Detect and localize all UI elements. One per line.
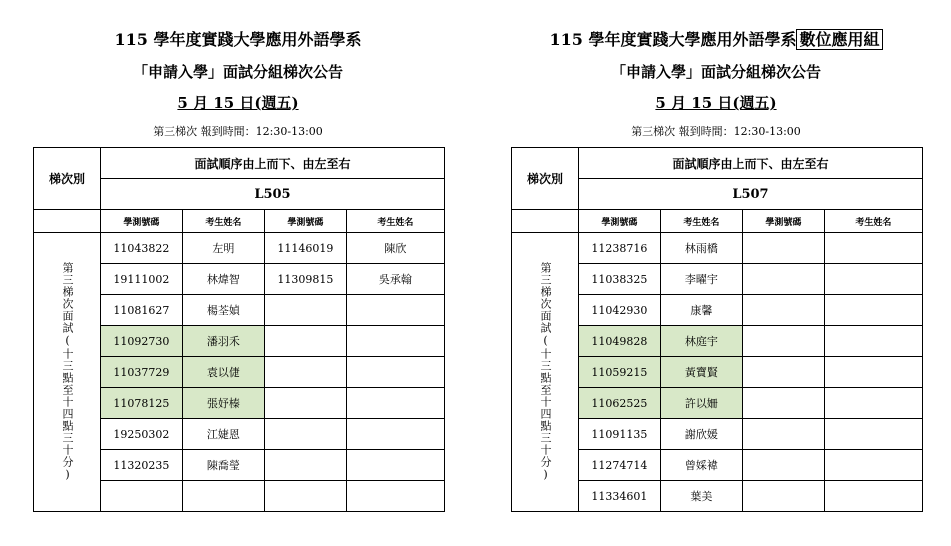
student-name-cell: [346, 357, 444, 388]
student-id-cell: 11334601: [578, 481, 660, 512]
student-id-cell: [742, 419, 824, 450]
student-name-cell: 林雨橋: [660, 233, 742, 264]
student-id-cell: 19111002: [100, 264, 182, 295]
student-id-cell: 11059215: [578, 357, 660, 388]
student-name-cell: 許以姍: [660, 388, 742, 419]
student-name-cell: 葉美: [660, 481, 742, 512]
student-id-cell: [264, 450, 346, 481]
student-id-cell: [264, 419, 346, 450]
col-header-id-1: 學測號碼: [100, 210, 182, 233]
order-note: 面試順序由上而下、由左至右: [100, 148, 444, 179]
student-name-cell: [346, 481, 444, 512]
date-line: [511, 93, 921, 113]
student-id-cell: 11043822: [100, 233, 182, 264]
blank-header: [512, 210, 579, 233]
student-name-cell: 袁以倢: [182, 357, 264, 388]
student-name-cell: 李曜宇: [660, 264, 742, 295]
student-name-cell: [346, 450, 444, 481]
student-id-cell: [742, 388, 824, 419]
student-id-cell: [742, 233, 824, 264]
student-id-cell: 11146019: [264, 233, 346, 264]
student-name-cell: [182, 481, 264, 512]
student-id-cell: 19250302: [100, 419, 182, 450]
student-id-cell: [742, 326, 824, 357]
student-name-cell: 江婕恩: [182, 419, 264, 450]
student-id-cell: 11320235: [100, 450, 182, 481]
student-id-cell: [264, 388, 346, 419]
student-name-cell: [824, 264, 922, 295]
student-id-cell: [742, 264, 824, 295]
col-header-id-2: 學測號碼: [264, 210, 346, 233]
student-name-cell: 林庭宇: [660, 326, 742, 357]
student-id-cell: 11049828: [578, 326, 660, 357]
student-id-cell: 11042930: [578, 295, 660, 326]
student-id-cell: [742, 450, 824, 481]
student-name-cell: 康馨: [660, 295, 742, 326]
student-name-cell: [824, 388, 922, 419]
student-name-cell: 吳承翰: [346, 264, 444, 295]
student-name-cell: [346, 326, 444, 357]
tier-header: 梯次別: [34, 148, 101, 210]
tier-header: 梯次別: [512, 148, 579, 210]
student-name-cell: [346, 388, 444, 419]
student-id-cell: 11274714: [578, 450, 660, 481]
col-header-name-2: 考生姓名: [346, 210, 444, 233]
col-header-name-1: 考生姓名: [182, 210, 264, 233]
session-side-text: 第三梯次面試(十三點至十四點三十分): [60, 262, 74, 482]
student-id-cell: [264, 481, 346, 512]
col-header-id-2: 學測號碼: [742, 210, 824, 233]
table-row: [34, 233, 445, 264]
student-id-cell: [742, 295, 824, 326]
student-name-cell: 潘羽禾: [182, 326, 264, 357]
student-name-cell: 林煒智: [182, 264, 264, 295]
student-name-cell: [824, 481, 922, 512]
date-text: 5 月 15 日(週五): [655, 94, 777, 112]
student-id-cell: [742, 481, 824, 512]
blank-header: [34, 210, 101, 233]
student-name-cell: 謝欣媛: [660, 419, 742, 450]
student-id-cell: 11238716: [578, 233, 660, 264]
student-name-cell: [824, 326, 922, 357]
title-line-1: 115 學年度實踐大學應用外語學系: [114, 30, 362, 49]
session-side-label: [34, 233, 101, 512]
student-id-cell: [264, 357, 346, 388]
student-id-cell: [264, 295, 346, 326]
schedule-table-left: [33, 147, 445, 512]
room-label: L507: [578, 179, 922, 210]
student-name-cell: [824, 419, 922, 450]
student-id-cell: [264, 326, 346, 357]
schedule-table-right: [511, 147, 923, 512]
student-id-cell: 11038325: [578, 264, 660, 295]
student-id-cell: 11062525: [578, 388, 660, 419]
table-row: [512, 233, 923, 264]
student-name-cell: [824, 233, 922, 264]
student-id-cell: 11092730: [100, 326, 182, 357]
student-id-cell: 11091135: [578, 419, 660, 450]
title-line-2: 「申請入學」面試分組梯次公告: [132, 63, 343, 81]
session-side-label: [512, 233, 579, 512]
student-name-cell: [824, 295, 922, 326]
student-name-cell: [824, 357, 922, 388]
student-id-cell: 11081627: [100, 295, 182, 326]
col-header-name-2: 考生姓名: [824, 210, 922, 233]
title-boxed-group: 數位應用組: [796, 29, 882, 50]
student-name-cell: [824, 450, 922, 481]
student-name-cell: 楊荃媜: [182, 295, 264, 326]
student-id-cell: 11078125: [100, 388, 182, 419]
order-note: 面試順序由上而下、由左至右: [578, 148, 922, 179]
student-name-cell: 黃寶賢: [660, 357, 742, 388]
student-id-cell: [100, 481, 182, 512]
student-id-cell: 11037729: [100, 357, 182, 388]
student-name-cell: 陳欣: [346, 233, 444, 264]
date-text: 5 月 15 日(週五): [177, 94, 299, 112]
time-note: 第三梯次 報到時間：12:30-13:00: [153, 125, 323, 138]
student-name-cell: 左明: [182, 233, 264, 264]
student-name-cell: [346, 419, 444, 450]
student-id-cell: 11309815: [264, 264, 346, 295]
time-note: 第三梯次 報到時間：12:30-13:00: [631, 125, 801, 138]
student-name-cell: 曾婇褘: [660, 450, 742, 481]
room-label: L505: [100, 179, 444, 210]
student-name-cell: 張妤榛: [182, 388, 264, 419]
student-name-cell: 陳喬瑩: [182, 450, 264, 481]
col-header-name-1: 考生姓名: [660, 210, 742, 233]
title-line-1: [511, 30, 921, 50]
date-line: [33, 93, 443, 113]
title-line-2: 「申請入學」面試分組梯次公告: [610, 63, 821, 81]
session-side-text: 第三梯次面試(十三點至十四點三十分): [538, 262, 552, 482]
student-id-cell: [742, 357, 824, 388]
student-name-cell: [346, 295, 444, 326]
title-main: 115 學年度實踐大學應用外語學系: [549, 30, 797, 49]
col-header-id-1: 學測號碼: [578, 210, 660, 233]
